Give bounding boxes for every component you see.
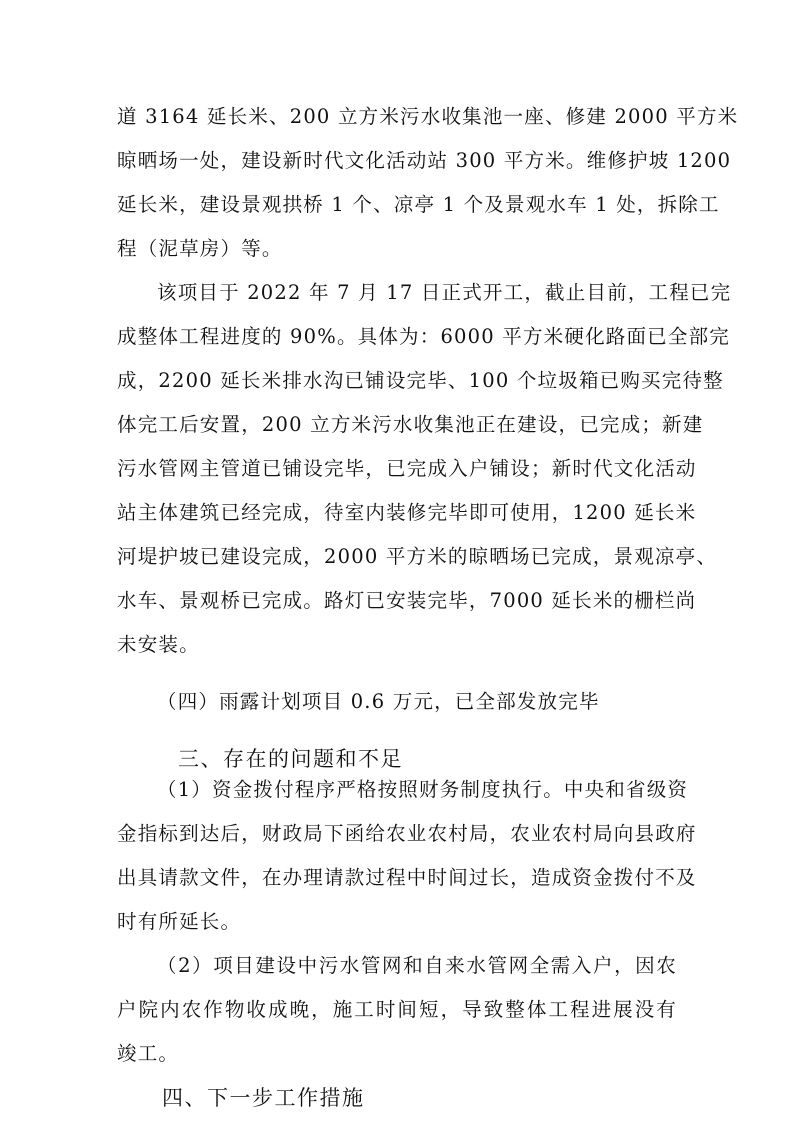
- paragraph-line: 时有所延长。: [117, 910, 242, 933]
- paragraph-line: （2）项目建设中污水管网和自来水管网全需入户，因农: [157, 954, 677, 977]
- paragraph-line: 竣工。: [117, 1042, 180, 1065]
- paragraph-line: 道 3164 延长米、200 立方米污水收集池一座、修建 2000 平方米: [117, 105, 739, 128]
- section-heading: 三、存在的问题和不足: [178, 747, 403, 771]
- paragraph-line: 污水管网主管道已铺设完毕，已完成入户铺设；新时代文化活动: [117, 457, 697, 480]
- paragraph-line: 站主体建筑已经完成，待室内装修完毕即可使用，1200 延长米: [117, 501, 697, 524]
- paragraph-line: （1）资金拨付程序严格按照财务制度执行。中央和省级资: [157, 778, 689, 801]
- paragraph-line: 未安装。: [117, 633, 200, 656]
- subsection-line: （四）雨露计划项目 0.6 万元，已全部发放完毕: [157, 690, 600, 713]
- paragraph-line: 河堤护坡已建设完成，2000 平方米的晾晒场已完成，景观凉亭、: [117, 545, 718, 568]
- paragraph-line: 金指标到达后，财政局下函给农业农村局，农业农村局向县政府: [117, 822, 697, 845]
- paragraph-line: 晾晒场一处，建设新时代文化活动站 300 平方米。维修护坡 1200: [117, 149, 732, 172]
- paragraph-line: 程（泥草房）等。: [117, 237, 283, 260]
- paragraph-line: 水车、景观桥已完成。路灯已安装完毕，7000 延长米的栅栏尚: [117, 589, 697, 612]
- paragraph-line: 成，2200 延长米排水沟已铺设完毕、100 个垃圾箱已购买完待整: [117, 369, 724, 392]
- paragraph-line: 成整体工程进度的 90%。具体为：6000 平方米硬化路面已全部完: [117, 325, 730, 348]
- section-heading: 四、下一步工作措施: [162, 1086, 365, 1110]
- paragraph-line: 该项目于 2022 年 7 月 17 日正式开工，截止目前，工程已完: [157, 281, 732, 304]
- paragraph-line: 延长米，建设景观拱桥 1 个、凉亭 1 个及景观水车 1 处，拆除工: [117, 193, 720, 216]
- paragraph-line: 体完工后安置，200 立方米污水收集池正在建设，已完成；新建: [117, 413, 704, 436]
- paragraph-line: 出具请款文件，在办理请款过程中时间过长，造成资金拨付不及: [117, 866, 697, 889]
- paragraph-line: 户院内农作物收成晚，施工时间短，导致整体工程进展没有: [117, 998, 677, 1021]
